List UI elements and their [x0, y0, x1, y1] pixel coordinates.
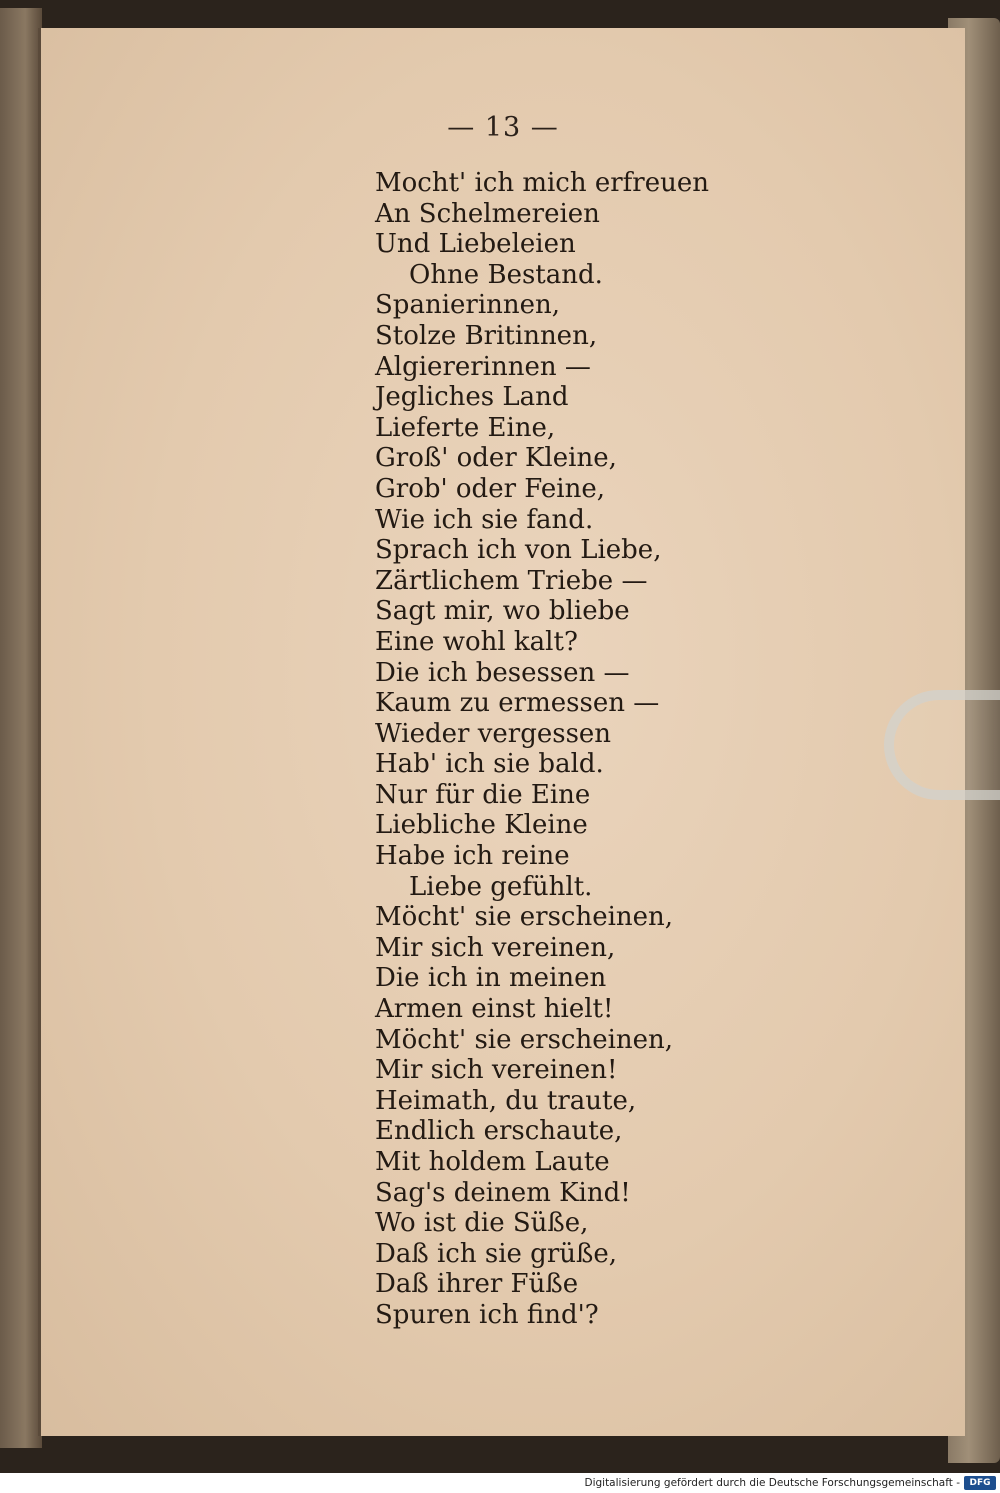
poem-line: Zärtlichem Triebe —	[375, 565, 648, 596]
page-clip	[884, 690, 1000, 800]
book-page	[38, 28, 965, 1436]
poem-line: Mir sich vereinen!	[375, 1055, 618, 1086]
poem-line: Sag's deinem Kind!	[375, 1177, 631, 1208]
poem-line: Hab' ich sie bald.	[375, 749, 604, 780]
poem-line: Eine wohl kalt?	[375, 626, 578, 657]
facing-page-edge	[0, 8, 42, 1448]
poem-line: Heimath, du traute,	[375, 1085, 637, 1116]
poem-line: Spuren ich find'?	[375, 1299, 599, 1330]
poem-line: Liebe gefühlt.	[409, 871, 593, 902]
poem-line: Nur für die Eine	[375, 779, 591, 810]
poem-line: Sagt mir, wo bliebe	[375, 596, 630, 627]
funding-credit: Digitalisierung gefördert durch die Deutsche Forschungsgemeinschaft -	[584, 1477, 960, 1489]
poem-line: Stolze Britinnen,	[375, 320, 598, 351]
poem-line: Groß' oder Kleine,	[375, 443, 617, 474]
poem-line: Endlich erschaute,	[375, 1116, 623, 1147]
poem-line: Jegliches Land	[375, 382, 569, 413]
poem-line: Liebliche Kleine	[375, 810, 588, 841]
poem-line: Grob' oder Feine,	[375, 473, 606, 504]
dfg-logo-icon: DFG	[964, 1476, 996, 1490]
poem-line: Die ich in meinen	[375, 963, 607, 994]
poem-line: Daß ihrer Füße	[375, 1269, 579, 1300]
footer-bar	[0, 1473, 1000, 1493]
poem-line: Daß ich sie grüße,	[375, 1238, 618, 1269]
poem-text	[375, 168, 709, 1331]
poem-line: Wieder vergessen	[375, 718, 612, 749]
poem-line: Ohne Bestand.	[409, 259, 603, 290]
poem-line: Armen einst hielt!	[375, 994, 614, 1025]
poem-line: Mocht' ich mich erfreuen	[375, 168, 710, 198]
poem-line: Mir sich vereinen,	[375, 932, 616, 963]
poem-line: Und Liebeleien	[375, 229, 576, 260]
poem-line: Habe ich reine	[375, 841, 570, 872]
poem-line: Die ich besessen —	[375, 657, 630, 688]
poem-line: Kaum zu ermessen —	[375, 688, 660, 719]
poem-line: Mit holdem Laute	[375, 1147, 610, 1177]
poem-line: Möcht' sie erscheinen,	[375, 1024, 674, 1055]
poem-line: Spanierinnen,	[375, 290, 561, 321]
poem-line: Lieferte Eine,	[375, 412, 556, 443]
page-number: — 13 —	[447, 112, 559, 143]
poem-line: Algiererinnen —	[375, 351, 591, 382]
poem-line: Wie ich sie fand.	[375, 504, 594, 535]
poem-line: Sprach ich von Liebe,	[375, 535, 662, 566]
poem-line: Möcht' sie erscheinen,	[375, 902, 674, 933]
poem-line: Wo ist die Süße,	[375, 1208, 589, 1239]
poem-line: An Schelmereien	[375, 198, 600, 229]
